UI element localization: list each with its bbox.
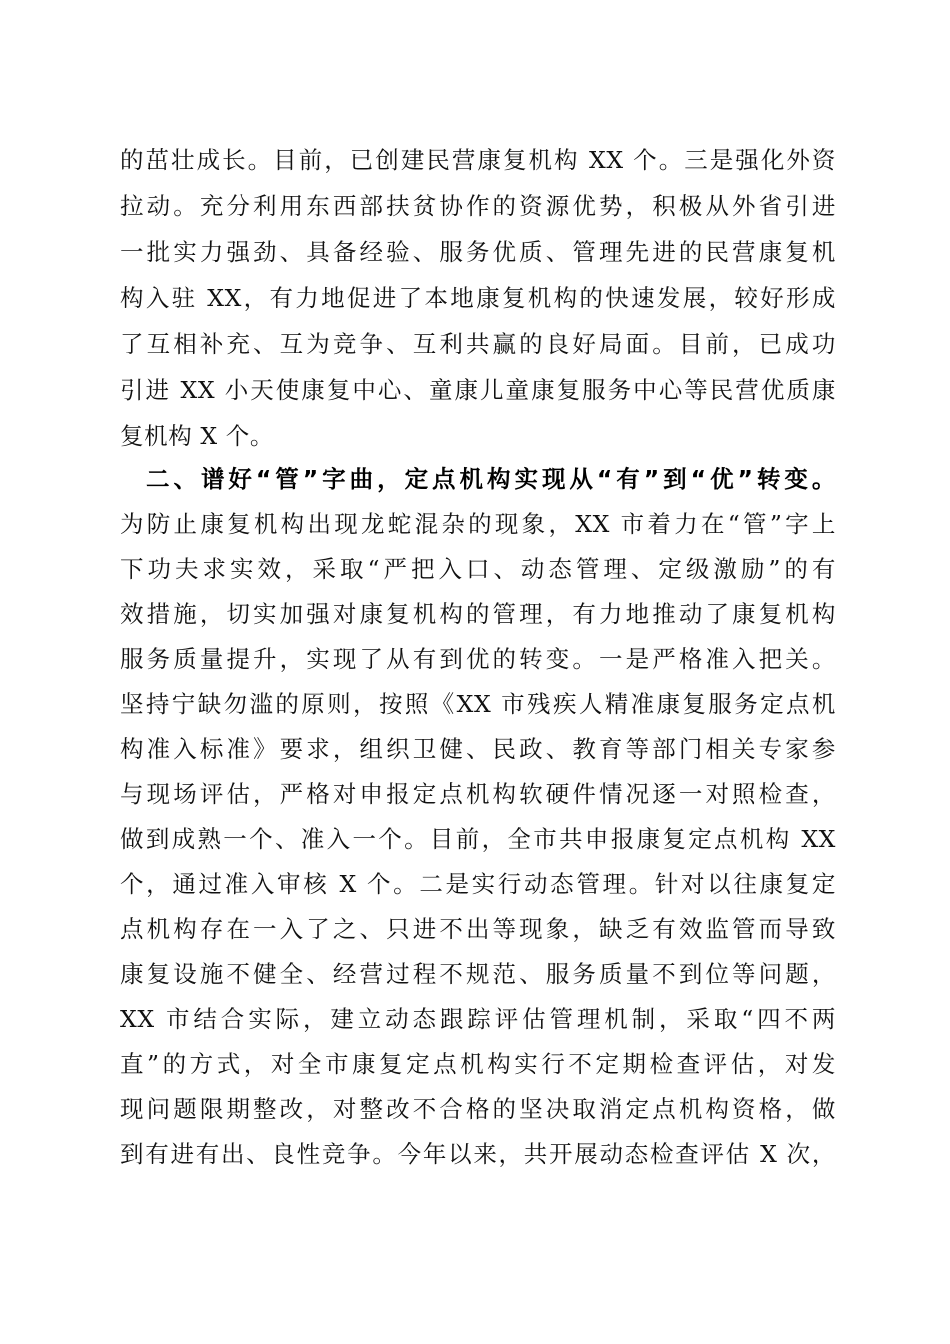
paragraph-2-line-3: 效措施，切实加强对康复机构的管理，有力地推动了康复机构 (120, 600, 836, 628)
paragraph-2-line-5: 坚持宁缺勿滥的原则，按照《XX 市残疾人精准康复服务定点机 (120, 690, 836, 718)
paragraph-2-line-8: 做到成熟一个、准入一个。目前，全市共申报康复定点机构 XX (120, 825, 836, 853)
paragraph-1-line-3: 一批实力强劲、具备经验、服务优质、管理先进的民营康复机 (120, 238, 836, 266)
paragraph-2-line-6: 构准入标准》要求，组织卫健、民政、教育等部门相关专家参 (120, 735, 836, 763)
paragraph-1-line-7: 复机构 X 个。 (120, 422, 274, 450)
paragraph-2-line-14: 现问题限期整改，对整改不合格的坚决取消定点机构资格，做 (120, 1095, 836, 1123)
paragraph-1-line-4: 构入驻 XX，有力地促进了本地康复机构的快速发展，较好形成 (120, 284, 836, 312)
paragraph-2-line-2: 下功夫求实效，采取“严把入口、动态管理、定级激励”的有 (120, 555, 836, 583)
paragraph-2-line-11: 康复设施不健全、经营过程不规范、服务质量不到位等问题， (120, 960, 836, 988)
paragraph-2-line-1: 为防止康复机构出现龙蛇混杂的现象，XX 市着力在“管”字上 (120, 510, 836, 538)
paragraph-2-line-12: XX 市结合实际，建立动态跟踪评估管理机制，采取“四不两 (120, 1005, 836, 1033)
paragraph-2-line-9: 个，通过准入审核 X 个。二是实行动态管理。针对以往康复定 (120, 870, 836, 898)
paragraph-2-line-13: 直”的方式，对全市康复定点机构实行不定期检查评估，对发 (120, 1050, 836, 1078)
paragraph-1-line-2: 拉动。充分利用东西部扶贫协作的资源优势，积极从外省引进 (120, 192, 836, 220)
paragraph-1-line-1: 的茁壮成长。目前，已创建民营康复机构 XX 个。三是强化外资 (120, 146, 836, 174)
paragraph-1-line-6: 引进 XX 小天使康复中心、童康儿童康复服务中心等民营优质康 (120, 376, 836, 404)
paragraph-2-line-4: 服务质量提升，实现了从有到优的转变。一是严格准入把关。 (120, 645, 836, 673)
section-heading: 二、谱好“管”字曲，定点机构实现从“有”到“优”转变。 (146, 465, 836, 493)
paragraph-1-line-5: 了互相补充、互为竞争、互利共赢的良好局面。目前，已成功 (120, 330, 836, 358)
paragraph-2-line-10: 点机构存在一入了之、只进不出等现象，缺乏有效监管而导致 (120, 915, 836, 943)
paragraph-2-line-15: 到有进有出、良性竞争。今年以来，共开展动态检查评估 X 次， (120, 1140, 836, 1168)
paragraph-2-line-7: 与现场评估，严格对申报定点机构软硬件情况逐一对照检查， (120, 780, 836, 808)
